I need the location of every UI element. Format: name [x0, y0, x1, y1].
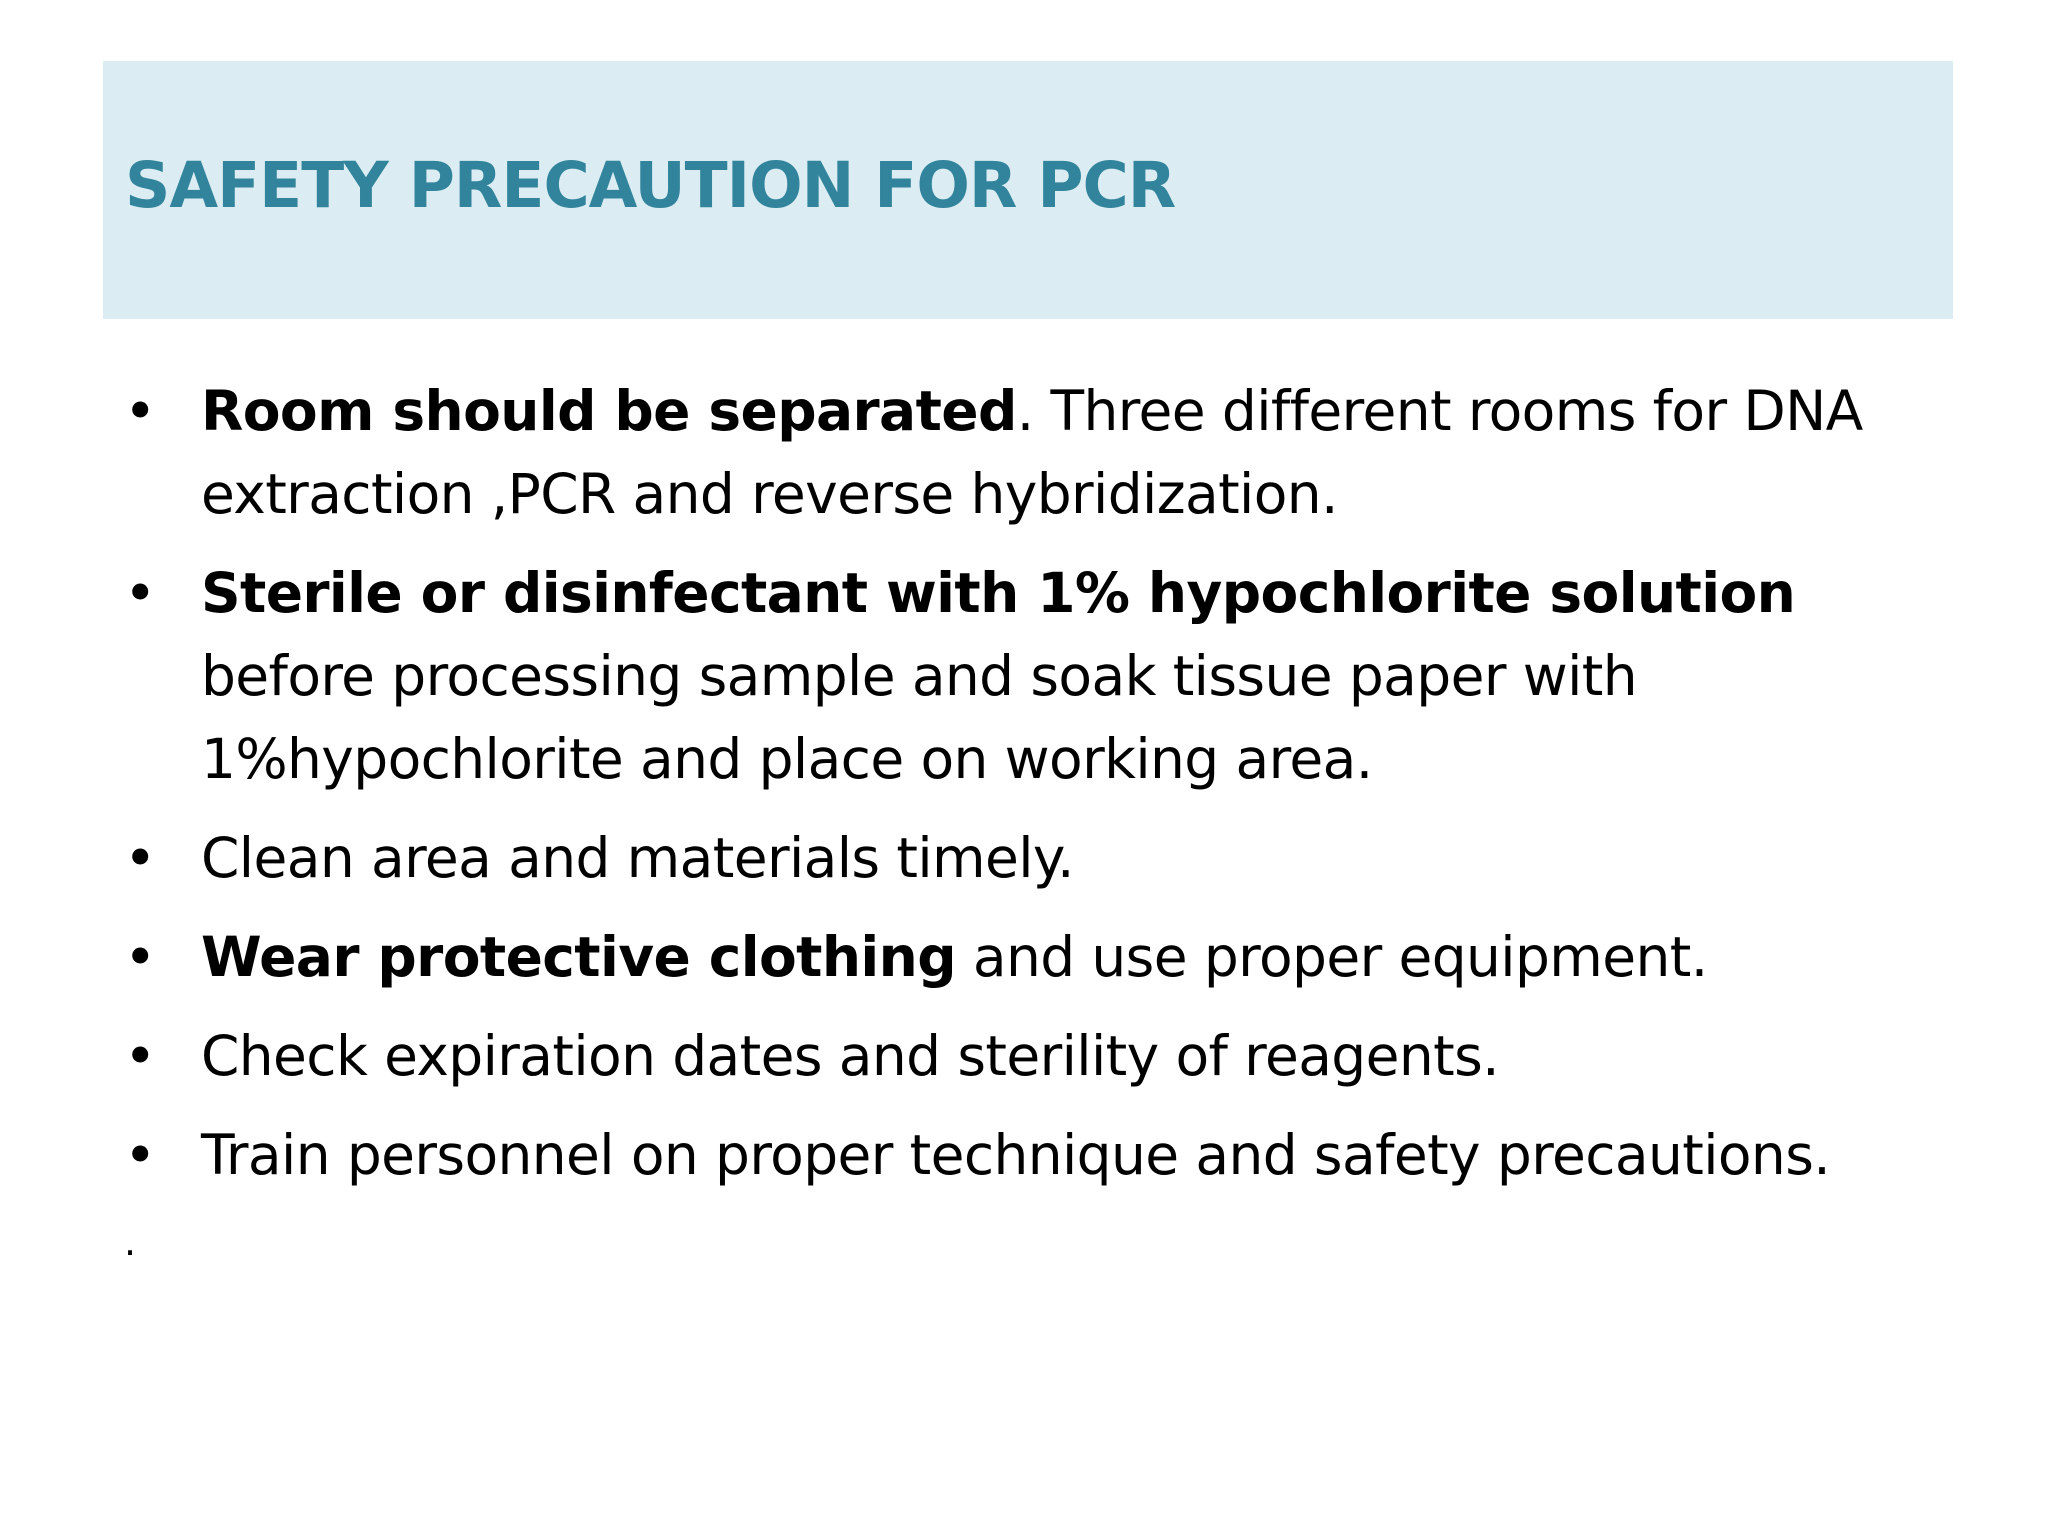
bullet-item: [124, 916, 1934, 999]
bullet-dot: •: [124, 1024, 156, 1088]
bullet-dot: •: [124, 379, 156, 443]
bullet-item: [124, 1015, 1934, 1098]
bullet-bold-text: Sterile or disinfectant with 1% hypochlorite solution: [201, 561, 1796, 625]
bullet-text: Clean area and materials timely.: [201, 826, 1074, 890]
bullet-item: [124, 817, 1934, 900]
bullet-dot: •: [124, 1123, 156, 1187]
title-band: [103, 61, 1953, 319]
bullet-bold-text: Room should be separated: [201, 379, 1017, 443]
bullet-item: [124, 370, 1934, 536]
bullet-dot: •: [124, 561, 156, 625]
bullet-bold-text: Wear protective clothing: [201, 925, 956, 989]
bullet-text: Check expiration dates and sterility of reagents.: [201, 1024, 1500, 1088]
trailing-text: .: [124, 1220, 137, 1264]
bullet-item: [124, 1114, 1934, 1197]
bullet-dot: •: [124, 826, 156, 890]
bullet-item: [124, 552, 1934, 801]
bullet-list: [124, 370, 1934, 1213]
bullet-text: . Three different rooms for DNA extraction ,PCR and reverse hybridization.: [201, 379, 1863, 526]
bullet-text: before processing sample and soak tissue paper with 1%hypochlorite and place on working area.: [201, 644, 1638, 791]
bullet-text: and use proper equipment.: [955, 925, 1708, 989]
bullet-text: Train personnel on proper technique and safety precautions.: [201, 1123, 1831, 1187]
bullet-dot: •: [124, 925, 156, 989]
slide-title: SAFETY PRECAUTION FOR PCR: [125, 149, 1176, 222]
